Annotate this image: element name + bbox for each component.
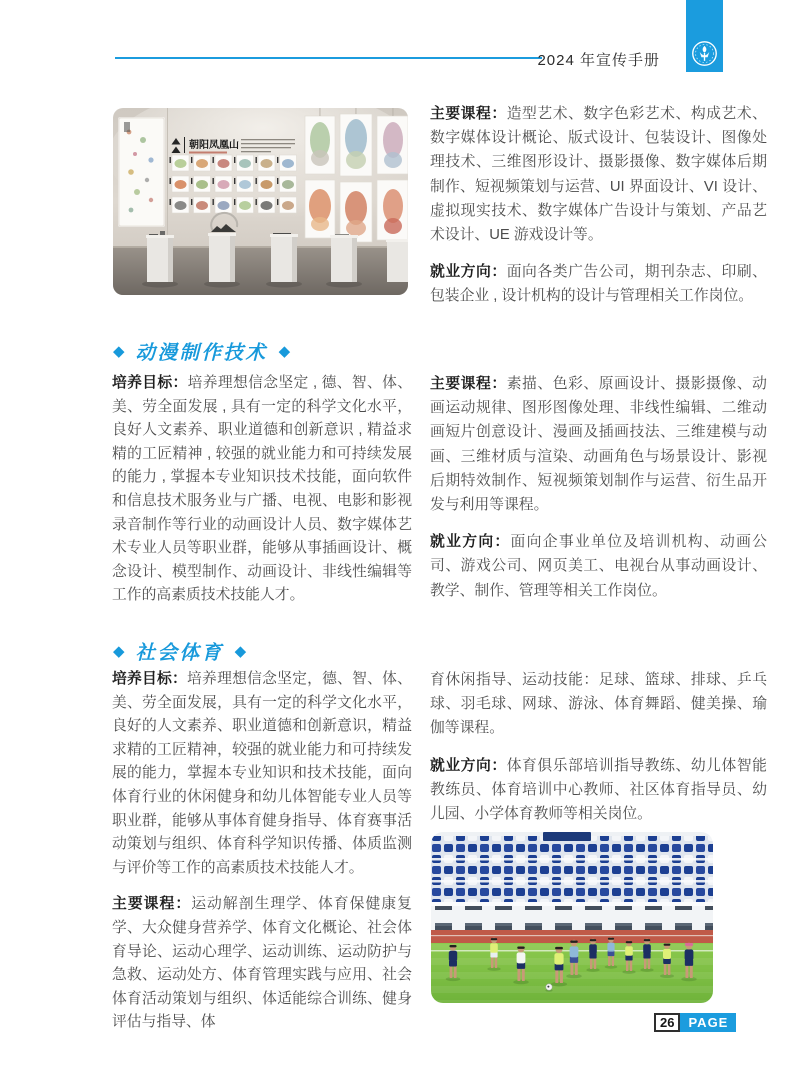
header-title: 2024 年宣传手册 (537, 52, 660, 69)
animation-details-column (430, 372, 767, 616)
goal-paragraph (112, 372, 412, 608)
diamond-icon: ◆ (278, 342, 291, 360)
jobs-text: 体育俱乐部培训指导教练、幼儿体智能教练员、体育培训中心教师、社区体育指导员、幼儿园、小学体育教师等相关岗位。 (430, 757, 767, 823)
logo-ribbon (686, 0, 723, 72)
courses-paragraph (430, 102, 767, 247)
courses-text: 素描、色彩、原画设计、摄影摄像、动画运动规律、图形图像处理、非线性编辑、二维动画短片创意设计、漫画及插画技法、三维建模与动画、三维材质与渲染、动画角色与场景设计、影视后期特效制作、短视频策划制作与运营、衍生品开发与利用等课程。 (430, 376, 767, 514)
jobs-text: 面向企事业单位及培训机构、动画公司、游戏公司、网页美工、电视台从事动画设计、教学、制作、管理等相关工作岗位。 (430, 534, 767, 599)
goal-label: 培养目标： (112, 375, 188, 391)
section-title-text: 社会体育 (135, 642, 224, 664)
courses-text: 运动解剖生理学、体育保健康复学、大众健身营养学、体育文化概论、社会体育导论、运动心理学、运动训练、运动防护与急救、运动处方、体育管理实践与应用、社会体育活动策划与组织、体适能综合训练、健身评估与指导、体 (112, 896, 412, 1031)
goal-text: 培养理想信念坚定 , 德、智、体、美、劳全面发展 , 具有一定的科学文化水平，良好人文素养、职业道德和创新意识 , 精益求精的工匠精神 , 较强的就业能力和可持续发展的能力 , 掌握本专业知识技术技能，面向软件和信息技术服务业与广播、电视、电影和影视录音制作等行业的动画设计人员、数字媒体艺术专业人员等职业群，能够从事插画设计、概念设计、模型制作、动画设计、非线性编辑等工作的高素质技术技能人才。 (112, 375, 412, 604)
courses-label: 主要课程： (430, 376, 507, 392)
courses-continued-text: 育休闲指导、运动技能：足球、篮球、排球、乒乓球、羽毛球、网球、游泳、体育舞蹈、健美操、瑜伽等课程。 (430, 672, 767, 737)
goal-paragraph (112, 668, 412, 880)
stadium-sign (543, 832, 591, 841)
jobs-paragraph (430, 754, 767, 827)
courses-label: 主要课程： (112, 896, 192, 913)
lightbox-panel (118, 117, 165, 227)
courses-label: 主要课程： (430, 106, 507, 122)
exhibit-title-text: 朝阳凤凰山 (189, 140, 239, 151)
gallery-photo (113, 108, 408, 295)
courses-paragraph (430, 372, 767, 517)
jobs-paragraph (430, 530, 767, 603)
jobs-paragraph (430, 260, 767, 308)
digital-media-details (430, 102, 767, 322)
section-title-text: 动漫制作技术 (135, 342, 268, 364)
diamond-icon: ◆ (113, 342, 125, 360)
jobs-label: 就业方向： (430, 534, 511, 551)
courses-text: 造型艺术、数字色彩艺术、构成艺术、数字媒体设计概论、版式设计、包装设计、图像处理技术、三维图形设计、摄影摄像、数字媒体后期制作、短视频策划与运营、UI 界面设计、VI 设计、虚拟现实技术、数字媒体广告设计与策划、产品艺术设计、UE 游戏设计等。 (430, 106, 767, 244)
animation-goal-column (112, 372, 412, 621)
goal-text: 培养理想信念坚定，德、智、体、美、劳全面发展，具有一定的科学文化水平，良好的人文素养、职业道德和创新意识，精益求精的工匠精神，较强的就业能力和可持续发展的能力，掌握本专业知识和技术技能，面向体育行业的休闲健身和幼儿体智能专业人员等职业群，能够从事体育健身指导、体育赛事活动策划与组织、体育科学知识传播、体质监测与评价等工作的高素质技术技能人才。 (112, 671, 412, 876)
courses-continued-paragraph (430, 668, 767, 741)
page-number: 26 (654, 1013, 680, 1032)
stadium-photo-illustration (431, 832, 713, 1003)
soccer-ball (545, 984, 552, 992)
courses-paragraph (112, 893, 412, 1035)
page-label: PAGE (680, 1013, 736, 1032)
gallery-photo-illustration (113, 108, 408, 295)
goal-label: 培养目标： (112, 671, 188, 687)
page-number-badge (654, 1013, 736, 1032)
jobs-text: 面向各类广告公司，期刊杂志、印刷、包装企业 , 设计机构的设计与管理相关工作岗位。 (430, 264, 767, 305)
stadium-photo (431, 832, 713, 1003)
jobs-label: 就业方向： (430, 757, 507, 774)
sports-right-column (430, 668, 767, 839)
diamond-icon: ◆ (113, 642, 125, 660)
school-seal-icon (691, 40, 718, 67)
section-title-sports (113, 637, 246, 665)
section-title-animation (113, 337, 290, 365)
jobs-label: 就业方向： (430, 264, 507, 281)
sports-left-column (112, 668, 412, 1048)
diamond-icon: ◆ (234, 642, 247, 660)
